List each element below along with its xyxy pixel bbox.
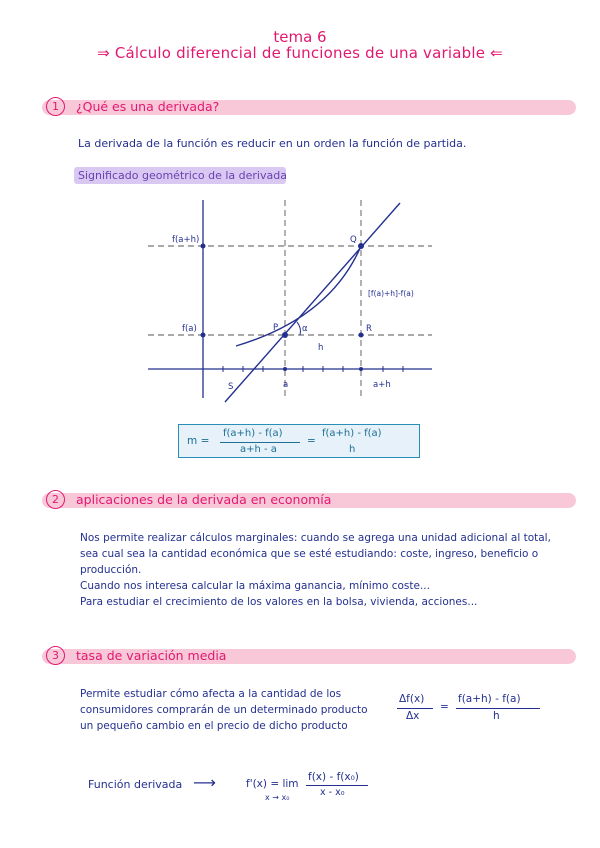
definition-text: La derivada de la función es reducir en un orden la función de partida. [78, 137, 467, 150]
text-line: Cuando nos interesa calcular la máxima ganancia, mínimo coste... [80, 580, 430, 592]
section-number: 2 [46, 490, 65, 509]
formula-eq: = [307, 435, 316, 447]
tvm-num: Δf(x) [399, 693, 425, 705]
tvm-frac-line2 [456, 708, 540, 709]
secant-line [225, 203, 400, 402]
label-r: R [366, 324, 372, 334]
derivative-lhs: f'(x) = lim [246, 778, 299, 790]
label-fa: f(a) [182, 324, 197, 334]
point-r [359, 333, 364, 338]
label-ah: a+h [373, 380, 391, 390]
formula-den2: h [349, 444, 356, 455]
guide-lines [148, 200, 432, 398]
arrow-icon: ⟶ [193, 773, 216, 792]
tvm-frac-line [397, 708, 433, 709]
slope-formula-box [178, 424, 420, 458]
section-number: 3 [46, 646, 65, 665]
page-title: tema 6 [273, 28, 327, 46]
section-title: ¿Qué es una derivada? [76, 99, 220, 114]
text-line: sea cual sea la cantidad económica que se esté estudiando: coste, ingreso, beneficio o [80, 548, 539, 560]
formula-m: m = [187, 435, 210, 447]
point-a [283, 367, 287, 371]
page-subtitle: ⇒ Cálculo diferencial de funciones de una variable ⇐ [97, 44, 503, 62]
label-alpha: α [302, 324, 308, 334]
tvm-num2: f(a+h) - f(a) [458, 693, 521, 705]
function-curve [236, 246, 361, 346]
text-line: un pequeño cambio en el precio de dicho producto [80, 720, 348, 732]
formula-frac-line [220, 442, 300, 443]
point-p [282, 332, 288, 338]
tvm-eq: = [440, 701, 449, 713]
derivative-den: x - x₀ [320, 787, 345, 798]
derivative-frac-line [306, 785, 368, 786]
point-ah [359, 367, 363, 371]
text-line: Para estudiar el crecimiento de los valores en la bolsa, vivienda, acciones... [80, 596, 478, 608]
label-fah: f(a+h) [172, 235, 200, 245]
label-s: S [228, 382, 234, 392]
section-number: 1 [46, 97, 65, 116]
label-diff: [f(a)+h]-f(a) [368, 289, 414, 298]
tvm-den: Δx [406, 710, 420, 722]
formula-den: a+h - a [240, 444, 277, 455]
text-line: Permite estudiar cómo afecta a la cantidad de los [80, 688, 342, 700]
subtitle: Significado geométrico de la derivada [78, 169, 287, 182]
point-fah [201, 244, 206, 249]
point-fa [201, 333, 206, 338]
text-line: producción. [80, 564, 142, 576]
label-a: a [283, 380, 289, 390]
text-line: Nos permite realizar cálculos marginales: cuando se agrega una unidad adicional al total, [80, 532, 551, 544]
formula-num2: f(a+h) - f(a) [322, 428, 382, 439]
derivative-num: f(x) - f(x₀) [308, 771, 359, 783]
economics-text [80, 530, 580, 610]
derivative-label: Función derivada [88, 778, 183, 791]
section-title: aplicaciones de la derivada en economía [76, 492, 332, 507]
label-h: h [318, 343, 324, 353]
tvm-text [80, 686, 380, 734]
point-q [358, 243, 364, 249]
tvm-den2: h [493, 710, 500, 722]
formula-num: f(a+h) - f(a) [223, 428, 283, 439]
derivative-sub: x → x₀ [265, 793, 290, 802]
text-line: consumidores comprarán de un determinado producto [80, 704, 368, 716]
label-q: Q [350, 235, 357, 245]
section-title: tasa de variación media [76, 648, 227, 663]
angle-arc [297, 322, 300, 335]
label-p: P [273, 323, 279, 333]
